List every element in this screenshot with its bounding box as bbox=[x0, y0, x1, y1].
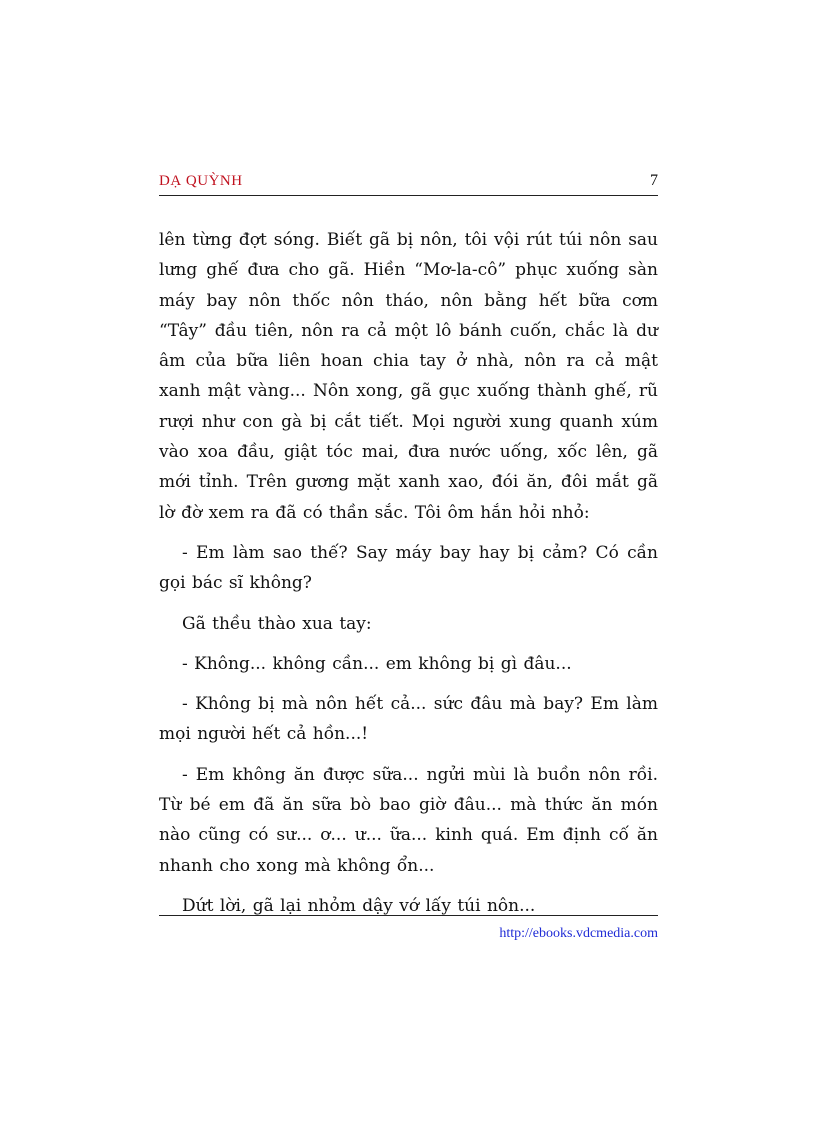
paragraph: lên từng đợt sóng. Biết gã bị nôn, tôi vội rút túi nôn sau lưng ghế đưa cho gã. Hiền “Mơ-la-cô” phục xuống sàn máy bay nôn thốc nôn tháo, nôn bằng hết bữa cơm “Tây” đầu tiên, nôn ra cả một lô bánh cuốn, chắc là dư âm của bữa liên hoan chia tay ở nhà, nôn ra cả mật xanh mật vàng... Nôn xong, gã gục xuống thành ghế, rũ rượi như con gà bị cắt tiết. Mọi người xung quanh xúm vào xoa đầu, giật tóc mai, đưa nước uống, xốc lên, gã mới tỉnh. Trên gương mặt xanh xao, đói ăn, đôi mắt gã lờ đờ xem ra đã có thần sắc. Tôi ôm hắn hỏi nhỏ: bbox=[159, 230, 658, 523]
page-number: 7 bbox=[650, 172, 658, 189]
footer-url-link[interactable]: http://ebooks.vdcmedia.com bbox=[499, 926, 658, 941]
paragraph: - Em làm sao thế? Say máy bay hay bị cảm? Có cần gọi bác sĩ không? bbox=[159, 542, 658, 594]
page-header bbox=[159, 172, 658, 196]
paragraph: Dứt lời, gã lại nhỏm dậy vớ lấy túi nôn... bbox=[182, 895, 536, 916]
paragraph: - Không bị mà nôn hết cả... sức đâu mà bay? Em làm mọi người hết cả hồn...! bbox=[159, 694, 658, 745]
book-page bbox=[159, 172, 658, 921]
paragraph: - Không... không cần... em không bị gì đâu... bbox=[182, 653, 572, 674]
footer-divider bbox=[159, 915, 658, 916]
body-text bbox=[159, 225, 658, 921]
paragraph: - Em không ăn được sữa... ngửi mùi là buồn nôn rồi. Từ bé em đã ăn sữa bò bao giờ đâu... mà thức ăn món nào cũng có sư... ơ... ư... ữa... kinh quá. Em định cố ăn nhanh cho xong mà không ổn... bbox=[159, 764, 658, 876]
author-name: DẠ QUỲNH bbox=[159, 173, 243, 189]
paragraph: Gã thều thào xua tay: bbox=[182, 613, 372, 634]
